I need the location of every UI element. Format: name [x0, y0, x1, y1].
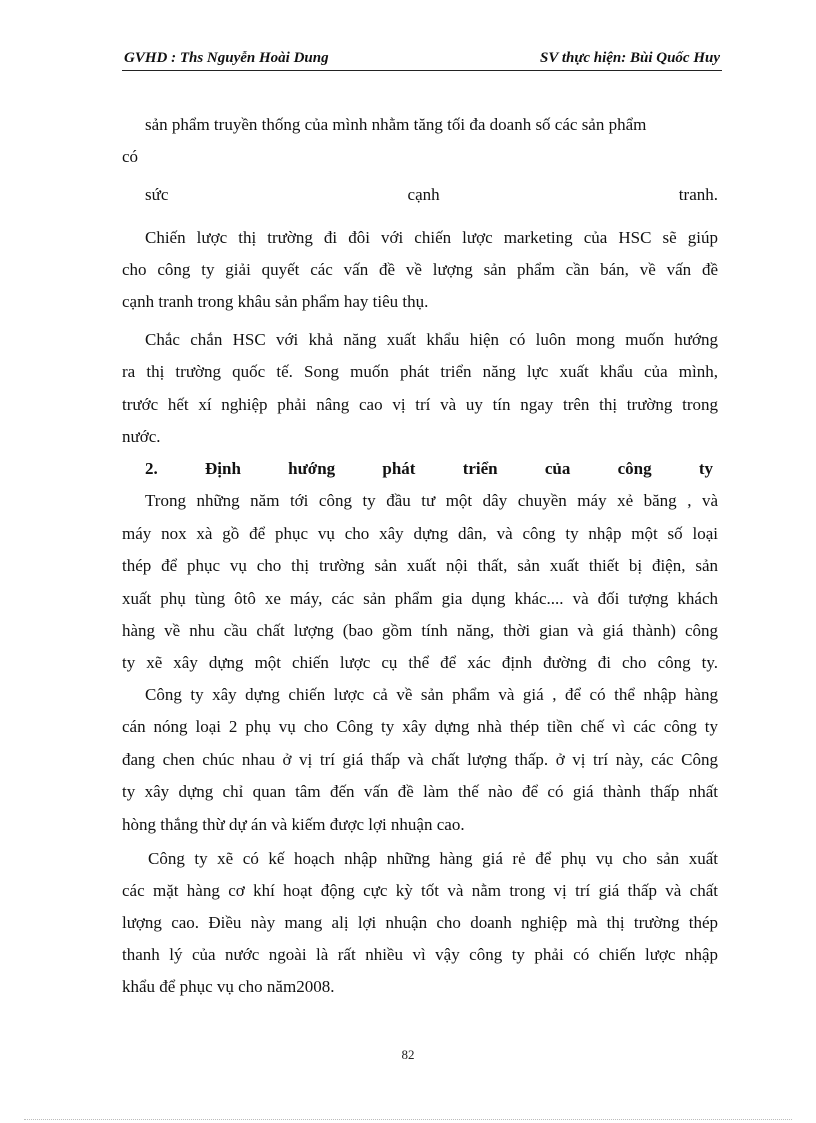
text-line: sản phẩm truyền thống của mình nhằm tăng tối đa doanh số các sản phẩm [145, 115, 647, 134]
header-advisor: GVHD : Ths Nguyễn Hoài Dung [124, 50, 329, 66]
text-line: Chiến lược thị trường đi đôi với chiến lược marketing của HSC sẽ giúp [145, 228, 718, 247]
text-line: máy nox xà gồ để phục vụ cho xây dựng dân, và công ty nhập một số loại [122, 524, 718, 543]
text-line: thép để phục vụ cho thị trường sản xuất nội thất, sản xuất thiết bị điện, sản [122, 556, 718, 575]
text-line: ty xây dựng chỉ quan tâm đến vấn đề làm thế nào để có giá thành thấp nhất [122, 782, 718, 801]
text-line: đang chen chúc nhau ở vị trí giá thấp và chất lượng thấp. ở vị trí này, các Công [122, 750, 718, 769]
text-line: có [122, 147, 139, 166]
text-line: ty xẽ xây dựng một chiến lược cụ thể để xác định đường đi cho công ty. [122, 653, 718, 672]
text-line: Công ty xẽ có kế hoạch nhập những hàng giá rẻ để phụ vụ cho sản xuất [148, 849, 718, 868]
text-line: Chắc chắn HSC với khả năng xuất khẩu hiện có luôn mong muốn hướng [145, 330, 718, 349]
header-student: SV thực hiện: Bùi Quốc Huy [540, 50, 720, 66]
text-line: xuất phụ tùng ôtô xe máy, các sản phẩm gia dụng khác.... và đối tượng khách [122, 589, 718, 608]
text-line: cán nóng loại 2 phụ vụ cho Công ty xây dựng nhà thép tiền chế vì các công ty [122, 717, 718, 736]
text-line: cho công ty giải quyết các vấn đề về lượng sản phẩm cần bán, về vấn đề [122, 260, 718, 279]
text-line: thanh lý của nước ngoài là rất nhiều vì vậy công ty phải có chiến lược nhập [122, 945, 718, 964]
text-line: ra thị trường quốc tế. Song muốn phát triển năng lực xuất khẩu của mình, [122, 362, 718, 381]
text-line: các mặt hàng cơ khí hoạt động cực kỳ tốt và nằm trong vị trí giá thấp và chất [122, 881, 718, 900]
section-heading: 2. Định hướng phát triển của công ty [145, 459, 713, 478]
text-line: hàng về nhu cầu chất lượng (bao gồm tính năng, thời gian và giá thành) công [122, 621, 718, 640]
text-line: Công ty xây dựng chiến lược cả về sản phẩm và giá , để có thể nhập hàng [145, 685, 718, 704]
text-line: sức cạnh tranh. [145, 185, 718, 204]
text-line: Trong những năm tới công ty đầu tư một dây chuyền máy xẻ băng , và [145, 491, 718, 510]
running-header [122, 48, 722, 71]
page-number: 82 [401, 1047, 415, 1062]
text-line: cạnh tranh trong khâu sản phẩm hay tiêu thụ. [122, 292, 429, 311]
text-line: trước hết xí nghiệp phải nâng cao vị trí và uy tín ngay trên thị trường trong [122, 395, 718, 414]
text-line: lượng cao. Điều này mang alị lợi nhuận cho doanh nghiệp mà thị trường thép [122, 913, 718, 932]
page-edge-divider [24, 1119, 792, 1120]
text-line: hòng thắng thừ dự án và kiếm được lợi nhuận cao. [122, 815, 465, 834]
text-line: nước. [122, 427, 161, 446]
text-line: khẩu để phục vụ cho năm2008. [122, 977, 335, 996]
